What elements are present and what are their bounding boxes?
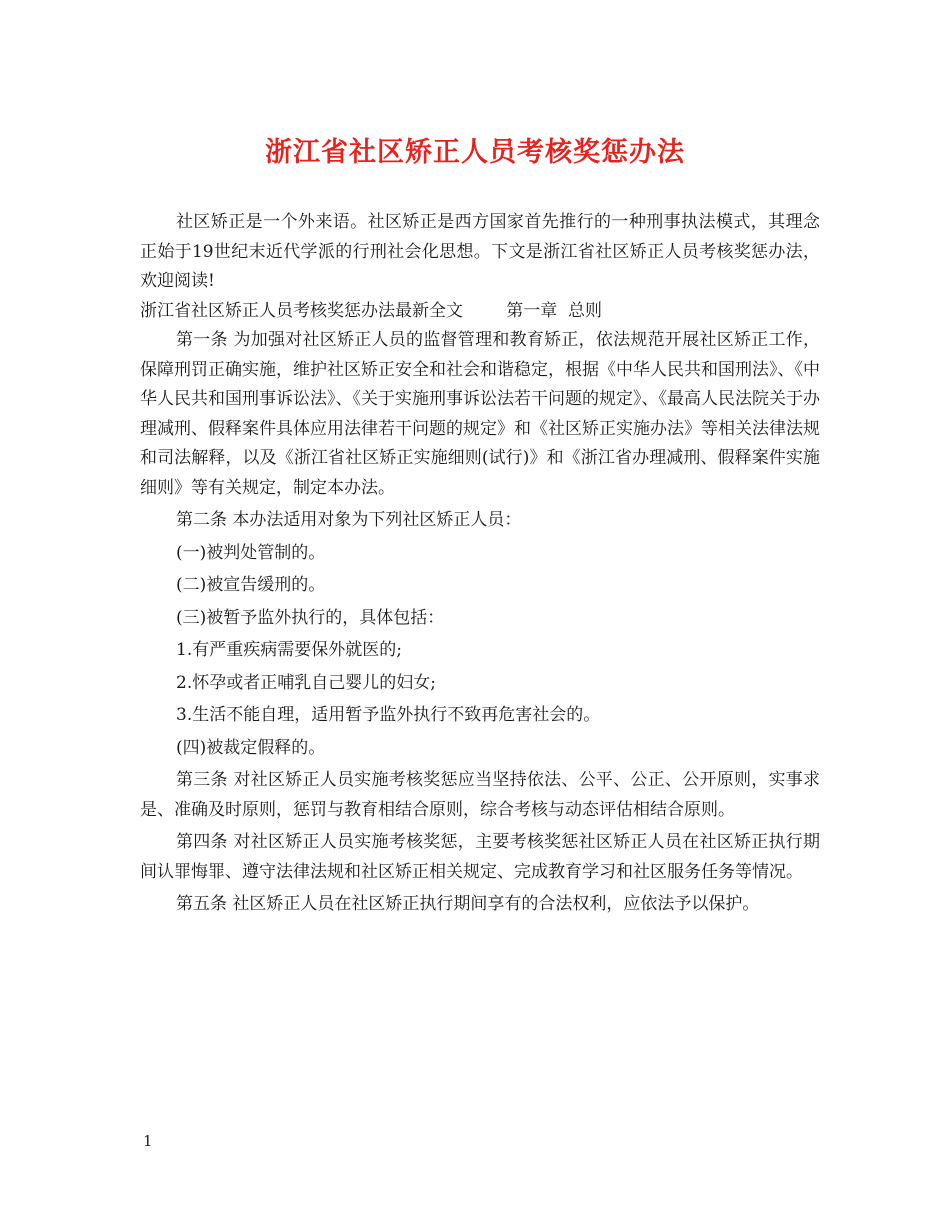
article-2: 第二条 本办法适用对象为下列社区矫正人员： bbox=[176, 510, 522, 530]
subtitle-line bbox=[140, 297, 820, 327]
page-number: 1 bbox=[143, 1132, 153, 1150]
article-1: 第一条 为加强对社区矫正人员的监督管理和教育矫正，依法规范开展社区矫正工作，保障刑罚正确实施，维护社区矫正安全和社会和谐稳定，根据《中华人民共和国刑法》、《中华人民共和国刑事诉讼法》、《关于实施刑事诉讼法若干问题的规定》、《最高人民法院关于办理减刑、假释案件具体应用法律若干问题的规定》和《社区矫正实施办法》等相关法律法规和司法解释，以及《浙江省社区矫正实施细则(试行)》和《浙江省办理减刑、假释案件实施细则》等有关规定，制定本办法。 bbox=[140, 330, 820, 498]
document-title: 浙江省社区矫正人员考核奖惩办法 bbox=[265, 137, 685, 168]
list-item-2: (二)被宣告缓刑的。 bbox=[176, 575, 326, 595]
list-item-4: (四)被裁定假释的。 bbox=[176, 737, 326, 758]
sub-item-2: 2.怀孕或者正哺乳自己婴儿的妇女; bbox=[176, 672, 436, 693]
list-item-3: (三)被暂予监外执行的，具体包括： bbox=[176, 607, 445, 628]
sub-item-3: 3.生活不能自理，适用暂予监外执行不致再危害社会的。 bbox=[176, 705, 601, 725]
list-item-1: (一)被判处管制的。 bbox=[176, 542, 326, 563]
chapter-heading: 第一章 总则 bbox=[506, 300, 603, 321]
article-4: 第四条 对社区矫正人员实施考核奖惩，主要考核奖惩社区矫正人员在社区矫正执行期间认罪悔罪、遵守法律法规和社区矫正相关规定、完成教育学习和社区服务任务等情况。 bbox=[140, 832, 820, 882]
sub-item-1: 1.有严重疾病需要保外就医的; bbox=[176, 640, 402, 660]
subtitle: 浙江省社区矫正人员考核奖惩办法最新全文 bbox=[140, 300, 463, 321]
article-3: 第三条 对社区矫正人员实施考核奖惩应当坚持依法、公平、公正、公开原则，实事求是、准确及时原则，惩罚与教育相结合原则，综合考核与动态评估相结合原则。 bbox=[140, 770, 820, 820]
article-5: 第五条 社区矫正人员在社区矫正执行期间享有的合法权利，应依法予以保护。 bbox=[176, 894, 760, 914]
intro-paragraph: 社区矫正是一个外来语。社区矫正是西方国家首先推行的一种刑事执法模式，其理念正始于19世纪末近代学派的行刑社会化思想。下文是浙江省社区矫正人员考核奖惩办法，欢迎阅读! bbox=[140, 212, 820, 291]
document-body bbox=[140, 208, 820, 920]
